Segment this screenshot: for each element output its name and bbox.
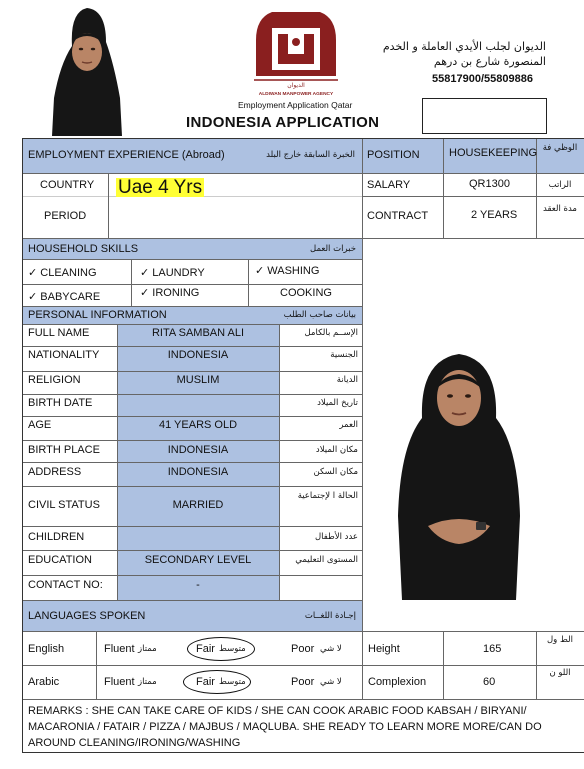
check-icon: ✓	[140, 287, 150, 299]
personal-value: 41 YEARS OLD	[158, 419, 238, 431]
skill-laundry: ✓ LAUNDRY	[140, 267, 205, 279]
period-label: PERIOD	[44, 210, 87, 222]
fair-option-ar: متوسط	[219, 644, 246, 654]
remarks-text: REMARKS : SHE CAN TAKE CARE OF KIDS / SHE CAN COOK ARABIC FOOD KABSAH / BIRYANI/ MACARONIA / FATAIR / PIZZA / MAJBUS / MAQLUBA. SHE READY TO LEARN MORE MORE/CAN DO AROUND CLEANING/IRONING/WASHING	[28, 705, 542, 749]
check-icon: ✓	[28, 267, 38, 279]
personal-label: EDUCATION	[28, 554, 92, 566]
personal-label: RELIGION	[28, 374, 81, 386]
personal-value: INDONESIA	[167, 466, 229, 478]
applicant-photo-portrait	[46, 2, 128, 136]
attribute-value: 60	[483, 676, 496, 688]
check-icon: ✓	[140, 267, 150, 279]
personal-value: RITA SAMBAN ALI	[151, 327, 245, 339]
personal-label: BIRTH DATE	[28, 397, 93, 409]
experience-header-ar: الخبرة السابقة خارج البلد	[266, 150, 355, 160]
personal-label-ar: الديانة	[336, 375, 358, 385]
languages-header: LANGUAGES SPOKEN	[28, 610, 146, 622]
skill-ironing: ✓ IRONING	[140, 287, 200, 299]
personal-value: MUSLIM	[176, 374, 220, 386]
agency-phones: 55817900/55809886	[432, 73, 533, 85]
agency-arabic-header	[383, 40, 546, 70]
personal-label: BIRTH PLACE	[28, 444, 100, 456]
attribute-label: Height	[368, 643, 400, 655]
skill-washing: ✓ WASHING	[255, 265, 320, 277]
selected-level-circle	[187, 637, 255, 661]
fair-option: Fair	[196, 643, 215, 655]
fluent-option: Fluent	[104, 676, 135, 688]
country-value: Uae 4 Yrs	[118, 177, 203, 198]
fair-option: Fair	[196, 676, 215, 688]
agency-logo	[250, 6, 342, 98]
agency-arabic-line1: الديوان لجلب الأيدي العاملة و الخدم	[382, 40, 546, 53]
personal-value: MARRIED	[172, 499, 224, 511]
skill-cooking: COOKING	[280, 287, 332, 299]
check-icon: ✓	[255, 265, 265, 277]
personal-label-ar: مكان الميلاد	[315, 445, 358, 455]
poor-option: Poor	[291, 643, 315, 655]
salary-label: SALARY	[367, 179, 411, 191]
personal-value: INDONESIA	[167, 349, 229, 361]
personal-label-ar: مكان السكن	[313, 467, 358, 477]
country-label: COUNTRY	[40, 179, 95, 191]
selected-level-circle	[183, 670, 251, 694]
languages-header-ar: إجـادة اللغــات	[304, 611, 356, 621]
logo-english-text: ALDIWAN MANPOWER AGENCY	[258, 92, 334, 97]
skills-header-ar: خبرات العمل	[310, 244, 356, 254]
personal-value: SECONDARY LEVEL	[144, 554, 252, 566]
form-title: INDONESIA APPLICATION	[186, 114, 380, 131]
personal-label-ar: الحالة ا لإجتماعية	[297, 491, 358, 501]
fluent-option-ar: ممتاز	[138, 644, 157, 654]
fair-option-ar: متوسط	[219, 677, 246, 687]
reference-box	[422, 98, 547, 134]
personal-label-ar: العمر	[339, 420, 358, 430]
applicant-photo-full	[374, 336, 544, 600]
language-name: English	[28, 643, 65, 655]
poor-option-ar: لا شي	[320, 677, 342, 687]
salary-value: QR1300	[469, 178, 510, 190]
experience-header: EMPLOYMENT EXPERIENCE (Abroad)	[28, 149, 225, 161]
skills-header: HOUSEHOLD SKILLS	[28, 243, 139, 255]
personal-value: -	[196, 579, 200, 591]
poor-option: Poor	[291, 676, 315, 688]
contract-label: CONTRACT	[367, 210, 429, 222]
logo-arabic-text: الديوان	[287, 82, 305, 89]
skill-cleaning: ✓ CLEANING	[28, 267, 97, 279]
check-icon: ✓	[28, 291, 38, 303]
language-name: Arabic	[28, 676, 60, 688]
attribute-label-ar: اللو ن	[549, 668, 571, 678]
salary-ar: الراتب	[548, 180, 572, 190]
agency-arabic-line2: المنصورة شارع بن درهم	[433, 54, 546, 68]
position-ar: الوظي فة	[542, 143, 578, 153]
poor-option-ar: لا شي	[320, 644, 342, 654]
personal-label: AGE	[28, 419, 52, 431]
attribute-label-ar: الط ول	[546, 635, 573, 645]
fluent-option-ar: ممتاز	[138, 677, 157, 687]
personal-label: FULL NAME	[28, 327, 90, 339]
skill-babycare: ✓ BABYCARE	[28, 291, 101, 303]
personal-header-ar: بيانات صاحب الطلب	[283, 310, 356, 320]
personal-label-ar: تاريخ الميلاد	[317, 398, 358, 408]
contract-ar: مدة العقد	[543, 204, 577, 214]
personal-label: CHILDREN	[28, 531, 85, 543]
contract-value: 2 YEARS	[471, 209, 518, 221]
personal-label: ADDRESS	[28, 466, 82, 478]
personal-label-ar: عدد الأطفال	[314, 532, 358, 542]
personal-label-ar: الجنسية	[330, 350, 358, 360]
personal-label: NATIONALITY	[28, 349, 100, 361]
form-subtitle: Employment Application Qatar	[238, 100, 353, 110]
personal-label: CIVIL STATUS	[28, 499, 100, 511]
personal-label-ar: الإســم بالكامل	[304, 328, 358, 338]
personal-label-ar: المستوى التعليمي	[295, 555, 358, 565]
attribute-label: Complexion	[368, 676, 427, 688]
position-value: HOUSEKEEPING	[449, 147, 538, 159]
position-label: POSITION	[367, 149, 420, 161]
personal-value: INDONESIA	[167, 444, 229, 456]
personal-header: PERSONAL INFORMATION	[28, 309, 167, 321]
attribute-value: 165	[483, 643, 502, 655]
personal-label: CONTACT NO:	[28, 579, 103, 591]
fluent-option: Fluent	[104, 643, 135, 655]
